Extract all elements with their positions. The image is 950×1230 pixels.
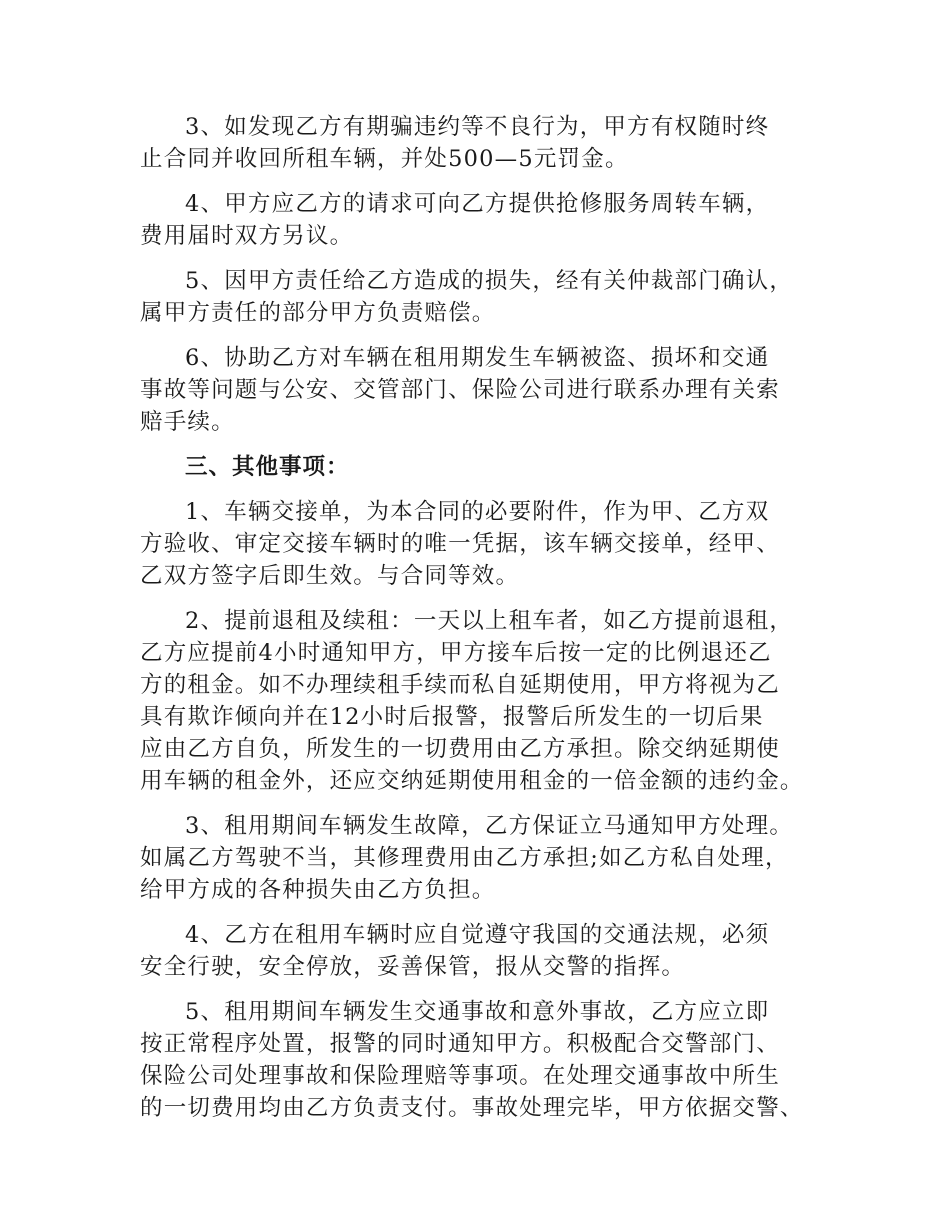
clause-2-4 [140,188,820,252]
text-line: 具有欺诈倾向并在12小时后报警，报警后所发生的一切后果 [140,704,764,730]
clause-2-6 [140,342,820,438]
text-line: 6、协助乙方对车辆在租用期发生车辆被盗、损坏和交通 [185,345,770,371]
text-line: 的一切费用均由乙方负责支付。事故处理完毕，甲方依据交警、 [140,1095,804,1121]
clause-2-5 [140,265,820,329]
text-line: 2、提前退租及续租：一天以上租车者，如乙方提前退租， [185,608,794,634]
text-line: 4、甲方应乙方的请求可向乙方提供抢修服务周转车辆， [185,191,770,217]
text-line: 属甲方责任的部分甲方负责赔偿。 [140,300,496,326]
text-line: 给甲方成的各种损失由乙方负担。 [140,877,496,903]
text-line: 应由乙方自负，所发生的一切费用由乙方承担。除交纳延期使 [140,736,780,762]
text-line: 事故等问题与公安、交管部门、保险公司进行联系办理有关索 [140,377,780,403]
text-line: 方验收、审定交接车辆时的唯一凭据，该车辆交接单，经甲、 [140,531,780,557]
text-line: 3、如发现乙方有期骗违约等不良行为，甲方有权随时终 [185,114,770,140]
text-line: 如属乙方驾驶不当，其修理费用由乙方承担;如乙方私自处理， [140,845,789,871]
section-heading-text: 三、其他事项： [185,454,350,480]
clause-3-1 [140,496,820,592]
text-line: 用车辆的租金外，还应交纳延期使用租金的一倍金额的违约金。 [140,768,804,794]
text-line: 赔手续。 [140,409,235,435]
clause-3-3 [140,810,820,906]
text-line: 保险公司处理事故和保险理赔等事项。在处理交通事故中所生 [140,1063,780,1089]
text-line: 乙双方签字后即生效。与合同等效。 [140,563,520,589]
clause-3-2 [140,605,820,797]
text-line: 3、租用期间车辆发生故障，乙方保证立马通知甲方处理。 [185,813,794,839]
text-line: 乙方应提前4小时通知甲方，甲方接车后按一定的比例退还乙 [140,640,772,666]
clause-2-3 [140,111,820,175]
text-line: 按正常程序处置，报警的同时通知甲方。积极配合交警部门、 [140,1031,780,1057]
text-line: 安全行驶，安全停放，妥善保管，报从交警的指挥。 [140,954,686,980]
text-line: 费用届时双方另议。 [140,223,354,249]
text-line: 1、车辆交接单，为本合同的必要附件，作为甲、乙方双 [185,499,770,525]
text-line: 5、因甲方责任给乙方造成的损失，经有关仲裁部门确认， [185,268,794,294]
text-line: 5、租用期间车辆发生交通事故和意外事故，乙方应立即 [185,999,770,1025]
document-page [140,111,820,1137]
text-line: 方的租金。如不办理续租手续而私自延期使用，甲方将视为乙 [140,672,780,698]
text-line: 4、乙方在租用车辆时应自觉遵守我国的交通法规，必须 [185,922,770,948]
section-heading-other-matters [140,451,820,483]
clause-3-5 [140,996,820,1124]
text-line: 止合同并收回所租车辆，并处500—5元罚金。 [140,146,629,172]
clause-3-4 [140,919,820,983]
